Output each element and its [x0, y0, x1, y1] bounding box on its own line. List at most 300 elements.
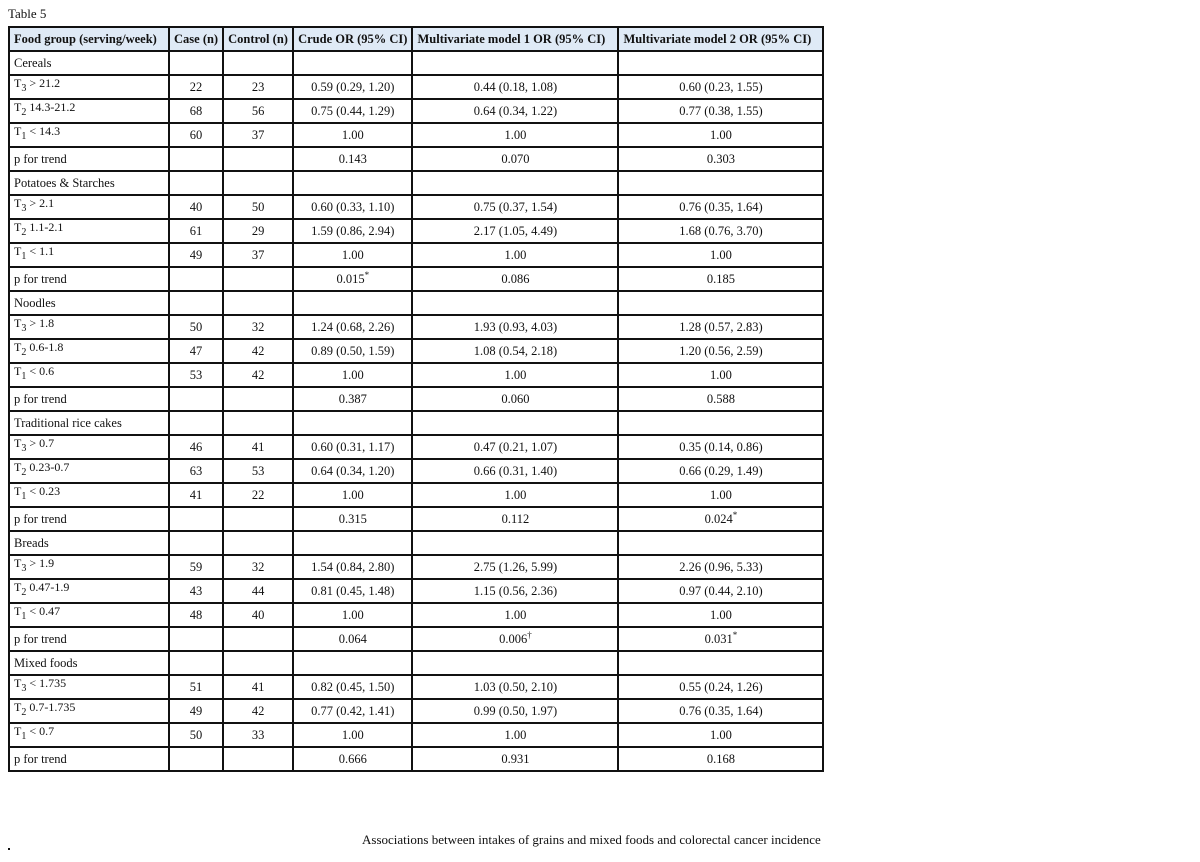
- tertile-cell: [9, 243, 169, 267]
- table-row: [9, 315, 823, 339]
- crude-or: 0.75 (0.44, 1.29): [293, 99, 412, 123]
- empty-cell: [412, 651, 618, 675]
- tertile-label: [14, 723, 55, 742]
- case-count: 22: [169, 75, 223, 99]
- tertile-letter: T: [14, 435, 22, 450]
- empty-cell: [169, 627, 223, 651]
- control-count: 41: [223, 435, 293, 459]
- model-2-or: 1.00: [618, 483, 823, 507]
- significance-mark: †: [527, 629, 532, 640]
- group-row: [9, 171, 823, 195]
- table-row: [9, 219, 823, 243]
- empty-cell: [293, 291, 412, 315]
- tertile-letter: T: [14, 339, 22, 354]
- tertile-label: [14, 123, 61, 142]
- empty-cell: [618, 411, 823, 435]
- control-count: 29: [223, 219, 293, 243]
- empty-cell: [618, 651, 823, 675]
- p-trend-m2: [618, 747, 823, 771]
- p-trend-m1: [412, 147, 618, 171]
- tertile-range: < 0.6: [26, 363, 55, 378]
- case-count: 47: [169, 339, 223, 363]
- tertile-range: > 1.9: [26, 555, 55, 570]
- tertile-letter: T: [14, 195, 22, 210]
- crude-or: 0.60 (0.33, 1.10): [293, 195, 412, 219]
- p-trend-m2: [618, 267, 823, 291]
- empty-cell: [223, 147, 293, 171]
- model-2-or: 0.76 (0.35, 1.64): [618, 195, 823, 219]
- empty-cell: [223, 387, 293, 411]
- empty-cell: [293, 411, 412, 435]
- tertile-subscript: 1: [21, 610, 27, 622]
- model-1-or: 1.00: [412, 723, 618, 747]
- table-row: [9, 699, 823, 723]
- p-trend-m2: [618, 507, 823, 531]
- model-2-or: 1.00: [618, 123, 823, 147]
- model-2-or: 1.00: [618, 243, 823, 267]
- tertile-letter: T: [14, 363, 22, 378]
- model-1-or: 1.00: [412, 483, 618, 507]
- tertile-letter: T: [14, 315, 22, 330]
- empty-cell: [169, 267, 223, 291]
- empty-cell: [223, 51, 293, 75]
- model-2-or: 1.00: [618, 603, 823, 627]
- tertile-letter: T: [14, 99, 22, 114]
- crude-or: 1.00: [293, 723, 412, 747]
- crude-or: 0.82 (0.45, 1.50): [293, 675, 412, 699]
- tertile-range: > 0.7: [26, 435, 55, 450]
- empty-cell: [169, 747, 223, 771]
- crude-or: 1.00: [293, 123, 412, 147]
- tertile-cell: [9, 579, 169, 603]
- empty-cell: [169, 171, 223, 195]
- crude-or: 0.77 (0.42, 1.41): [293, 699, 412, 723]
- case-count: 63: [169, 459, 223, 483]
- model-1-or: 1.00: [412, 243, 618, 267]
- case-count: 61: [169, 219, 223, 243]
- empty-cell: [293, 51, 412, 75]
- tertile-subscript: 1: [21, 250, 27, 262]
- case-count: 53: [169, 363, 223, 387]
- control-count: 42: [223, 699, 293, 723]
- tertile-cell: [9, 723, 169, 747]
- tertile-subscript: 1: [21, 490, 27, 502]
- control-count: 56: [223, 99, 293, 123]
- p-trend-m1: [412, 507, 618, 531]
- crude-or: 0.89 (0.50, 1.59): [293, 339, 412, 363]
- group-row: [9, 51, 823, 75]
- empty-cell: [412, 531, 618, 555]
- model-1-or: 1.00: [412, 363, 618, 387]
- model-2-or: 2.26 (0.96, 5.33): [618, 555, 823, 579]
- empty-cell: [412, 51, 618, 75]
- empty-cell: [618, 531, 823, 555]
- model-2-or: 1.00: [618, 723, 823, 747]
- tertile-cell: [9, 219, 169, 243]
- tertile-subscript: 2: [21, 226, 27, 238]
- table-header-row: [9, 27, 823, 51]
- tertile-cell: [9, 555, 169, 579]
- tertile-range: < 0.47: [26, 603, 61, 618]
- model-2-or: 1.28 (0.57, 2.83): [618, 315, 823, 339]
- group-name: Mixed foods: [9, 651, 169, 675]
- tertile-label: [14, 579, 70, 598]
- crude-or: 1.00: [293, 483, 412, 507]
- tertile-cell: [9, 195, 169, 219]
- model-1-or: 0.66 (0.31, 1.40): [412, 459, 618, 483]
- case-count: 48: [169, 603, 223, 627]
- tertile-cell: [9, 459, 169, 483]
- tertile-subscript: 1: [21, 370, 27, 382]
- table-row: [9, 483, 823, 507]
- p-trend-row: [9, 147, 823, 171]
- crude-or: 1.00: [293, 363, 412, 387]
- tertile-label: [14, 315, 55, 334]
- model-1-or: 0.75 (0.37, 1.54): [412, 195, 618, 219]
- case-count: 49: [169, 699, 223, 723]
- control-count: 42: [223, 339, 293, 363]
- tertile-label: [14, 435, 55, 454]
- p-trend-m2: [618, 387, 823, 411]
- header-control: Control (n): [223, 27, 293, 51]
- tertile-cell: [9, 339, 169, 363]
- empty-cell: [169, 51, 223, 75]
- empty-cell: [412, 171, 618, 195]
- p-trend-value: 0.070: [501, 151, 530, 166]
- empty-cell: [169, 147, 223, 171]
- group-name: Noodles: [9, 291, 169, 315]
- tertile-cell: [9, 315, 169, 339]
- control-count: 42: [223, 363, 293, 387]
- case-count: 43: [169, 579, 223, 603]
- crude-or: 0.60 (0.31, 1.17): [293, 435, 412, 459]
- p-trend-label: p for trend: [9, 147, 169, 171]
- tertile-letter: T: [14, 459, 22, 474]
- tertile-subscript: 3: [21, 442, 27, 454]
- tertile-subscript: 2: [21, 106, 27, 118]
- p-trend-value: 0.143: [338, 151, 367, 166]
- model-2-or: 0.66 (0.29, 1.49): [618, 459, 823, 483]
- control-count: 37: [223, 243, 293, 267]
- empty-cell: [169, 387, 223, 411]
- p-trend-label: p for trend: [9, 507, 169, 531]
- model-1-or: 1.93 (0.93, 4.03): [412, 315, 618, 339]
- tertile-label: [14, 483, 61, 502]
- tertile-range: 0.47-1.9: [26, 579, 70, 594]
- tertile-range: < 0.7: [26, 723, 55, 738]
- empty-cell: [293, 531, 412, 555]
- case-count: 60: [169, 123, 223, 147]
- significance-mark: *: [732, 509, 738, 520]
- tertile-cell: [9, 435, 169, 459]
- model-1-or: 0.99 (0.50, 1.97): [412, 699, 618, 723]
- tertile-subscript: 3: [21, 202, 27, 214]
- p-trend-value: 0.086: [501, 271, 530, 286]
- tertile-letter: T: [14, 483, 22, 498]
- model-2-or: 1.20 (0.56, 2.59): [618, 339, 823, 363]
- p-trend-m2: [618, 627, 823, 651]
- tertile-subscript: 2: [21, 346, 27, 358]
- tertile-cell: [9, 603, 169, 627]
- header-crude-or: Crude OR (95% CI): [293, 27, 412, 51]
- p-trend-value: 0.315: [338, 511, 367, 526]
- tertile-label: [14, 195, 55, 214]
- empty-cell: [169, 507, 223, 531]
- tertile-subscript: 1: [21, 130, 27, 142]
- tertile-range: 14.3-21.2: [26, 99, 76, 114]
- tertile-range: > 1.8: [26, 315, 55, 330]
- empty-cell: [293, 651, 412, 675]
- tertile-label: [14, 219, 64, 238]
- p-trend-row: [9, 267, 823, 291]
- empty-cell: [223, 171, 293, 195]
- control-count: 50: [223, 195, 293, 219]
- tertile-subscript: 3: [21, 82, 27, 94]
- tertile-subscript: 3: [21, 562, 27, 574]
- p-trend-row: [9, 507, 823, 531]
- p-trend-crude: [293, 147, 412, 171]
- case-count: 59: [169, 555, 223, 579]
- tertile-label: [14, 603, 61, 622]
- empty-cell: [223, 651, 293, 675]
- p-trend-value: 0.006: [499, 631, 528, 646]
- p-trend-value: 0.303: [706, 151, 736, 166]
- tertile-label: [14, 699, 76, 718]
- case-count: 46: [169, 435, 223, 459]
- tertile-subscript: 2: [21, 586, 27, 598]
- tertile-cell: [9, 123, 169, 147]
- p-trend-row: [9, 627, 823, 651]
- empty-cell: [223, 627, 293, 651]
- table-row: [9, 603, 823, 627]
- control-count: 33: [223, 723, 293, 747]
- p-trend-m2: [618, 147, 823, 171]
- tertile-range: 0.23-0.7: [26, 459, 70, 474]
- p-trend-m1: [412, 267, 618, 291]
- crude-or: 0.81 (0.45, 1.48): [293, 579, 412, 603]
- header-food-group: Food group (serving/week): [9, 27, 169, 51]
- crude-or: 1.24 (0.68, 2.26): [293, 315, 412, 339]
- tertile-letter: T: [14, 243, 22, 258]
- tertile-label: [14, 363, 55, 382]
- control-count: 22: [223, 483, 293, 507]
- p-trend-value: 0.185: [706, 271, 736, 286]
- case-count: 49: [169, 243, 223, 267]
- model-1-or: 0.47 (0.21, 1.07): [412, 435, 618, 459]
- crude-or: 0.59 (0.29, 1.20): [293, 75, 412, 99]
- case-count: 41: [169, 483, 223, 507]
- p-trend-crude: [293, 627, 412, 651]
- group-name: Breads: [9, 531, 169, 555]
- table-row: [9, 123, 823, 147]
- case-count: 40: [169, 195, 223, 219]
- table-row: [9, 75, 823, 99]
- model-2-or: 0.77 (0.38, 1.55): [618, 99, 823, 123]
- empty-cell: [223, 531, 293, 555]
- tertile-letter: T: [14, 219, 22, 234]
- tertile-label: [14, 459, 70, 478]
- table-body: [9, 51, 823, 771]
- empty-cell: [169, 411, 223, 435]
- empty-cell: [618, 171, 823, 195]
- table-row: [9, 363, 823, 387]
- tertile-letter: T: [14, 723, 22, 738]
- model-2-or: 0.55 (0.24, 1.26): [618, 675, 823, 699]
- p-trend-m1: [412, 627, 618, 651]
- control-count: 32: [223, 315, 293, 339]
- control-count: 41: [223, 675, 293, 699]
- table-row: [9, 243, 823, 267]
- p-trend-value: 0.112: [501, 511, 530, 526]
- empty-cell: [412, 291, 618, 315]
- p-trend-label: p for trend: [9, 387, 169, 411]
- tertile-range: 1.1-2.1: [26, 219, 64, 234]
- stray-dot: [8, 848, 10, 850]
- model-1-or: 1.15 (0.56, 2.36): [412, 579, 618, 603]
- case-count: 50: [169, 315, 223, 339]
- p-trend-crude: [293, 387, 412, 411]
- group-row: [9, 411, 823, 435]
- empty-cell: [223, 291, 293, 315]
- p-trend-crude: [293, 747, 412, 771]
- empty-cell: [412, 411, 618, 435]
- tertile-subscript: 3: [21, 682, 27, 694]
- significance-mark: *: [364, 269, 370, 280]
- empty-cell: [169, 651, 223, 675]
- tertile-range: < 1.735: [26, 675, 67, 690]
- tertile-label: [14, 555, 55, 574]
- tertile-letter: T: [14, 555, 22, 570]
- model-2-or: 0.60 (0.23, 1.55): [618, 75, 823, 99]
- model-1-or: 1.03 (0.50, 2.10): [412, 675, 618, 699]
- tertile-letter: T: [14, 579, 22, 594]
- model-1-or: 1.00: [412, 603, 618, 627]
- tertile-cell: [9, 363, 169, 387]
- p-trend-crude: [293, 267, 412, 291]
- results-table: [8, 26, 824, 772]
- tertile-letter: T: [14, 675, 22, 690]
- tertile-cell: [9, 699, 169, 723]
- tertile-cell: [9, 75, 169, 99]
- group-row: [9, 291, 823, 315]
- p-trend-value: 0.064: [338, 631, 367, 646]
- header-model-2: Multivariate model 2 OR (95% CI): [618, 27, 823, 51]
- model-1-or: 1.08 (0.54, 2.18): [412, 339, 618, 363]
- case-count: 51: [169, 675, 223, 699]
- model-1-or: 0.44 (0.18, 1.08): [412, 75, 618, 99]
- tertile-range: > 2.1: [26, 195, 55, 210]
- model-2-or: 0.35 (0.14, 0.86): [618, 435, 823, 459]
- tertile-range: > 21.2: [26, 75, 61, 90]
- crude-or: 0.64 (0.34, 1.20): [293, 459, 412, 483]
- tertile-range: 0.7-1.735: [26, 699, 76, 714]
- empty-cell: [169, 531, 223, 555]
- model-2-or: 0.97 (0.44, 2.10): [618, 579, 823, 603]
- control-count: 23: [223, 75, 293, 99]
- group-row: [9, 531, 823, 555]
- p-trend-m1: [412, 747, 618, 771]
- table-row: [9, 195, 823, 219]
- tertile-range: 0.6-1.8: [26, 339, 64, 354]
- table-row: [9, 555, 823, 579]
- control-count: 32: [223, 555, 293, 579]
- p-trend-row: [9, 387, 823, 411]
- significance-mark: *: [732, 629, 738, 640]
- p-trend-value: 0.015: [336, 271, 365, 286]
- tertile-cell: [9, 483, 169, 507]
- tertile-cell: [9, 99, 169, 123]
- model-2-or: 1.68 (0.76, 3.70): [618, 219, 823, 243]
- empty-cell: [223, 411, 293, 435]
- case-count: 50: [169, 723, 223, 747]
- crude-or: 1.00: [293, 243, 412, 267]
- empty-cell: [223, 267, 293, 291]
- group-row: [9, 651, 823, 675]
- table-row: [9, 435, 823, 459]
- table-row: [9, 459, 823, 483]
- tertile-range: < 14.3: [26, 123, 61, 138]
- table-row: [9, 723, 823, 747]
- model-1-or: 0.64 (0.34, 1.22): [412, 99, 618, 123]
- group-name: Potatoes & Starches: [9, 171, 169, 195]
- tertile-letter: T: [14, 603, 22, 618]
- model-1-or: 1.00: [412, 123, 618, 147]
- p-trend-value: 0.666: [338, 751, 367, 766]
- tertile-letter: T: [14, 75, 22, 90]
- crude-or: 1.54 (0.84, 2.80): [293, 555, 412, 579]
- tertile-cell: [9, 675, 169, 699]
- empty-cell: [169, 291, 223, 315]
- table-caption: Associations between intakes of grains and mixed foods and colorectal cancer incidence: [362, 832, 821, 847]
- p-trend-crude: [293, 507, 412, 531]
- group-name: Traditional rice cakes: [9, 411, 169, 435]
- group-name: Cereals: [9, 51, 169, 75]
- p-trend-label: p for trend: [9, 747, 169, 771]
- crude-or: 1.00: [293, 603, 412, 627]
- control-count: 37: [223, 123, 293, 147]
- table-row: [9, 675, 823, 699]
- tertile-range: < 0.23: [26, 483, 61, 498]
- header-case: Case (n): [169, 27, 223, 51]
- p-trend-row: [9, 747, 823, 771]
- control-count: 44: [223, 579, 293, 603]
- tertile-subscript: 3: [21, 322, 27, 334]
- tertile-letter: T: [14, 123, 22, 138]
- p-trend-value: 0.168: [706, 751, 736, 766]
- p-trend-m1: [412, 387, 618, 411]
- p-trend-label: p for trend: [9, 627, 169, 651]
- tertile-subscript: 2: [21, 466, 27, 478]
- empty-cell: [293, 171, 412, 195]
- p-trend-value: 0.024: [704, 511, 733, 526]
- empty-cell: [223, 747, 293, 771]
- case-count: 68: [169, 99, 223, 123]
- p-trend-value: 0.387: [338, 391, 367, 406]
- tertile-label: [14, 339, 64, 358]
- table-row: [9, 99, 823, 123]
- model-2-or: 1.00: [618, 363, 823, 387]
- p-trend-value: 0.931: [501, 751, 530, 766]
- control-count: 40: [223, 603, 293, 627]
- empty-cell: [618, 51, 823, 75]
- p-trend-value: 0.031: [704, 631, 733, 646]
- tertile-range: < 1.1: [26, 243, 55, 258]
- tertile-label: [14, 99, 76, 118]
- table-row: [9, 579, 823, 603]
- tertile-label: [14, 243, 55, 262]
- p-trend-label: p for trend: [9, 267, 169, 291]
- empty-cell: [618, 291, 823, 315]
